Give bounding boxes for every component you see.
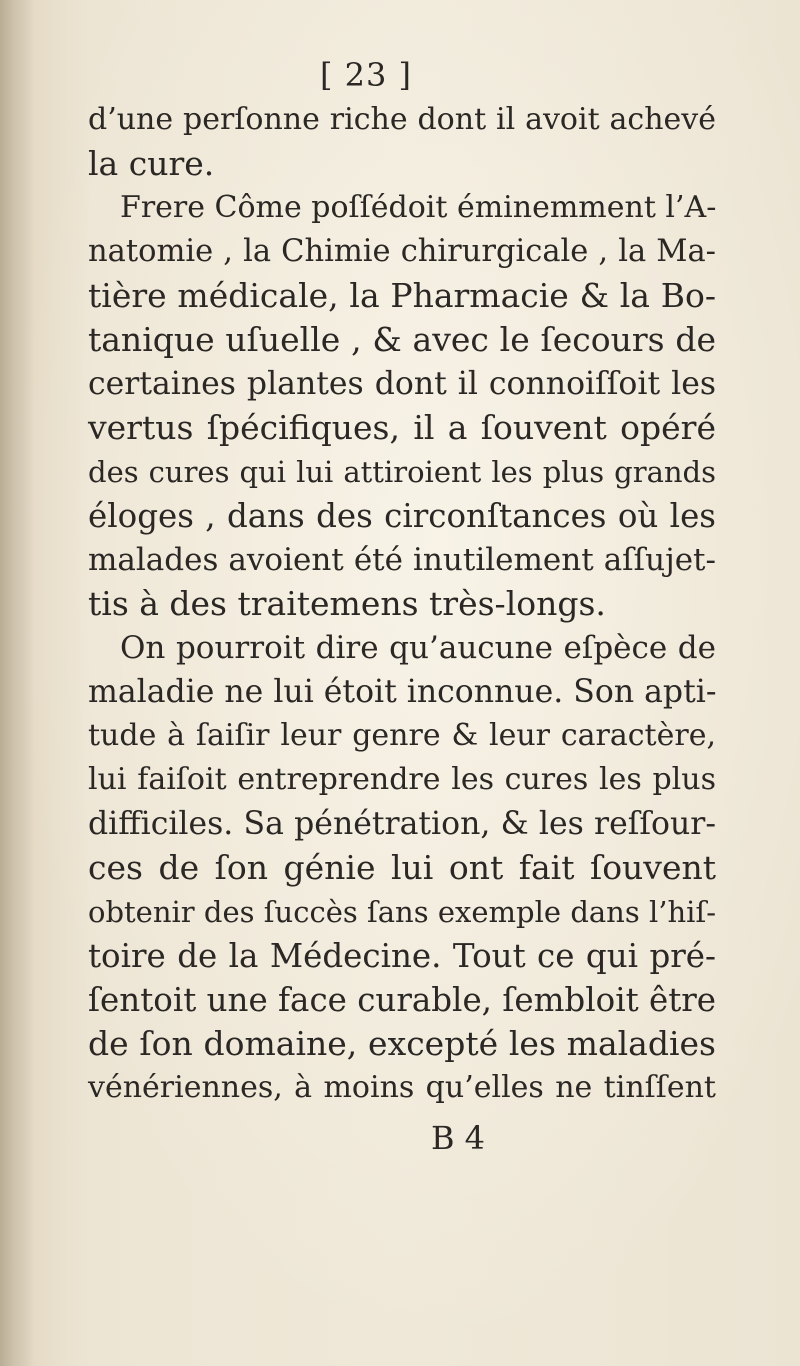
text-line: tis à des traitemens très-longs.	[88, 584, 606, 623]
text-line: vénériennes, à moins qu’elles ne tinſſent	[88, 1070, 716, 1105]
text-line: certaines plantes dont il connoiſſoit les	[88, 366, 716, 402]
text-line: vertus ſpécifiques, il a ſouvent opéré	[88, 408, 716, 447]
text-line: tanique uſuelle , & avec le ſecours de	[88, 320, 716, 359]
text-line: natomie , la Chimie chirurgicale , la Ma-	[88, 234, 716, 269]
text-line: malades avoient été inutilement aſſujet-	[88, 542, 716, 578]
text-line: ces de ſon génie lui ont fait ſouvent	[88, 848, 716, 887]
text-line: de ſon domaine, excepté les maladies	[88, 1024, 716, 1063]
text-line: lui faiſoit entreprendre les cures les plus	[88, 762, 716, 797]
text-line: On pourroit dire qu’aucune eſpèce de	[120, 630, 716, 666]
page-number: [ 23 ]	[319, 56, 413, 94]
text-line: la cure.	[88, 144, 215, 183]
binding-gutter	[0, 0, 34, 1366]
text-line: difficiles. Sa pénétration, & les reſſour-	[88, 806, 716, 842]
text-line: Frere Côme poſſédoit éminemment l’A-	[120, 190, 717, 225]
text-line: tude à ſaiſir leur genre & leur caractère,	[88, 718, 716, 753]
text-line: tière médicale, la Pharmacie & la Bo-	[88, 276, 716, 315]
text-line: des cures qui lui attiroient les plus grands	[88, 455, 716, 489]
text-line: toire de la Médecine. Tout ce qui pré-	[88, 937, 716, 975]
text-line: ſentoit une face curable, ſembloit être	[88, 981, 717, 1019]
text-line: maladie ne lui étoit inconnue. Son apti-	[88, 674, 717, 710]
text-line: d’une perſonne riche dont il avoit achevé	[88, 102, 716, 137]
text-line: obtenir des ſuccès ſans exemple dans l’hiſ-	[88, 895, 716, 929]
signature-mark: B 4	[430, 1119, 486, 1157]
text-line: éloges , dans des circonſtances où les	[88, 497, 716, 535]
body-text	[88, 98, 716, 1110]
